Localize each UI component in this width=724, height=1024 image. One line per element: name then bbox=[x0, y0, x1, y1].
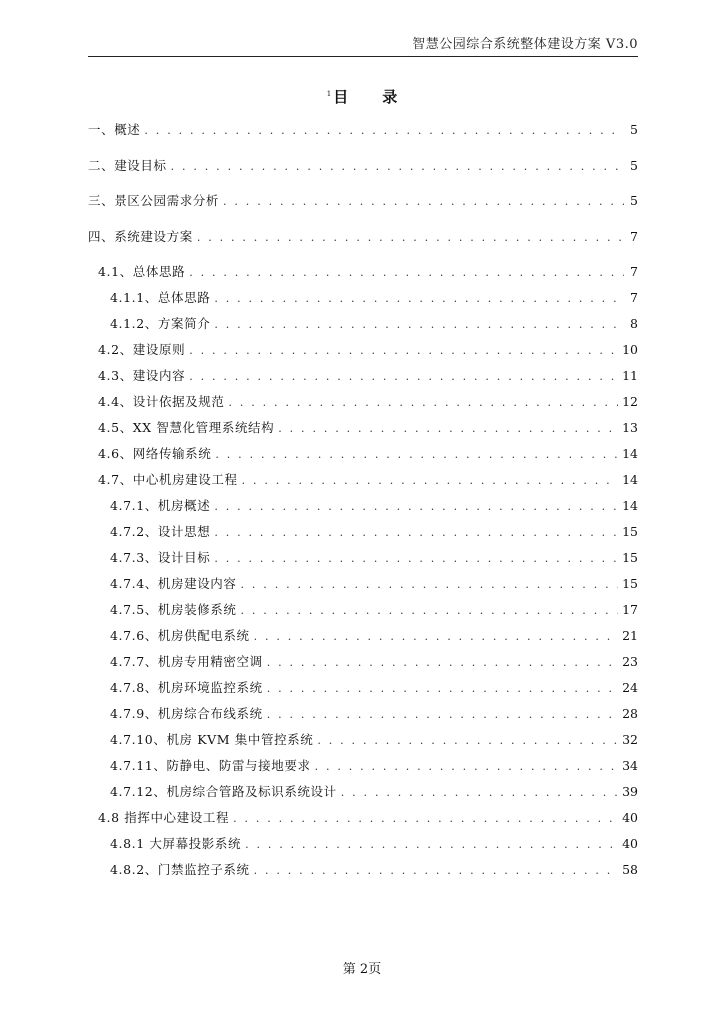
toc-page-number: 34 bbox=[622, 758, 638, 773]
toc-page-number: 40 bbox=[622, 836, 638, 851]
toc-entry-text: 4.7.4、机房建设内容 bbox=[110, 576, 237, 591]
toc-entry-text: 四、系统建设方案 bbox=[88, 228, 193, 244]
toc-entry[interactable] bbox=[88, 808, 638, 834]
toc-page-number: 14 bbox=[622, 498, 638, 513]
toc-dot-leader bbox=[278, 422, 618, 435]
toc-page-number: 28 bbox=[622, 706, 638, 721]
toc-dot-leader bbox=[215, 448, 618, 461]
toc-entry[interactable] bbox=[88, 782, 638, 808]
toc-entry[interactable] bbox=[88, 678, 638, 704]
toc-entry-text: 4.7.10、机房 KVM 集中管控系统 bbox=[110, 732, 314, 747]
toc-page-number: 32 bbox=[622, 732, 638, 747]
toc-entry-text: 4.1、总体思路 bbox=[98, 264, 186, 279]
toc-title-char-1: 目 bbox=[333, 88, 349, 106]
toc-dot-leader bbox=[223, 195, 624, 208]
toc-dot-leader bbox=[267, 682, 618, 695]
toc-dot-leader bbox=[241, 578, 619, 591]
toc-dot-leader bbox=[233, 812, 618, 825]
toc-entry[interactable] bbox=[88, 444, 638, 470]
toc-entry-text: 4.7.12、机房综合管路及标识系统设计 bbox=[110, 784, 337, 799]
toc-dot-leader bbox=[241, 604, 619, 617]
toc-page-number: 13 bbox=[622, 420, 638, 435]
toc-entry[interactable] bbox=[88, 392, 638, 418]
toc-dot-leader bbox=[214, 318, 624, 331]
page-footer bbox=[0, 958, 724, 977]
toc-entry[interactable] bbox=[88, 756, 638, 782]
toc-dot-leader bbox=[144, 124, 624, 137]
toc-entry-text: 4.7.7、机房专用精密空调 bbox=[110, 654, 263, 669]
toc-entry[interactable] bbox=[88, 418, 638, 444]
toc-dot-leader bbox=[254, 864, 618, 877]
toc-page-number: 15 bbox=[622, 576, 638, 591]
toc-entry[interactable] bbox=[88, 496, 638, 522]
toc-page-number: 40 bbox=[622, 810, 638, 825]
toc-page-number: 12 bbox=[622, 394, 638, 409]
toc-dot-leader bbox=[214, 500, 618, 513]
toc-entry-text: 4.5、XX 智慧化管理系统结构 bbox=[98, 420, 275, 435]
toc-page-number: 24 bbox=[622, 680, 638, 695]
toc-entry-text: 4.4、设计依据及规范 bbox=[98, 394, 225, 409]
toc-page-number: 14 bbox=[622, 446, 638, 461]
toc-page-number: 17 bbox=[622, 602, 638, 617]
toc-dot-leader bbox=[214, 292, 624, 305]
toc-entry[interactable] bbox=[88, 704, 638, 730]
toc-page-number: 15 bbox=[622, 550, 638, 565]
toc-dot-leader bbox=[214, 526, 618, 539]
toc-dot-leader bbox=[317, 734, 618, 747]
toc-entry[interactable] bbox=[88, 314, 638, 340]
toc-entry[interactable] bbox=[88, 120, 638, 156]
toc-page-number: 21 bbox=[622, 628, 638, 643]
toc-entry-text: 4.7.1、机房概述 bbox=[110, 498, 211, 513]
toc-entry-text: 一、概述 bbox=[88, 122, 141, 137]
page-header bbox=[88, 34, 638, 57]
toc-dot-leader bbox=[189, 266, 624, 279]
toc-entry-text: 4.3、建设内容 bbox=[98, 368, 186, 383]
toc-page-number: 14 bbox=[622, 472, 638, 487]
toc-entry-text: 三、景区公园需求分析 bbox=[88, 193, 220, 208]
toc-entry-text: 4.7.2、设计思想 bbox=[110, 524, 211, 539]
toc-entry[interactable] bbox=[88, 834, 638, 860]
toc-entry[interactable] bbox=[88, 191, 638, 227]
toc-entry-text: 4.7.3、设计目标 bbox=[110, 550, 211, 565]
toc-dot-leader bbox=[171, 160, 624, 173]
toc-page-number: 7 bbox=[630, 290, 638, 305]
toc-entry-text: 4.7.5、机房装修系统 bbox=[110, 602, 237, 617]
toc-entry-text: 4.7、中心机房建设工程 bbox=[98, 472, 238, 487]
toc-entry-text: 4.7.11、防静电、防雷与接地要求 bbox=[110, 758, 311, 773]
toc-entry[interactable] bbox=[88, 600, 638, 626]
toc-entry-text: 4.8.1 大屏幕投影系统 bbox=[110, 836, 242, 851]
toc-page-number: 7 bbox=[630, 228, 638, 244]
toc-title bbox=[0, 86, 724, 107]
toc-page-number: 5 bbox=[630, 122, 638, 137]
toc-page-number: 15 bbox=[622, 524, 638, 539]
toc-page-number: 5 bbox=[630, 157, 638, 173]
toc-page-number: 5 bbox=[630, 193, 638, 208]
toc-entry[interactable] bbox=[88, 340, 638, 366]
toc-page-number: 23 bbox=[622, 654, 638, 669]
toc-entry[interactable] bbox=[88, 652, 638, 678]
toc-dot-leader bbox=[267, 708, 618, 721]
toc-entry-text: 4.7.8、机房环境监控系统 bbox=[110, 680, 263, 695]
toc-entry-text: 4.7.9、机房综合布线系统 bbox=[110, 706, 263, 721]
toc-entry[interactable] bbox=[88, 288, 638, 314]
toc-page-number: 8 bbox=[630, 316, 638, 331]
toc-entry[interactable] bbox=[88, 156, 638, 192]
toc-dot-leader bbox=[315, 760, 619, 773]
toc-entry[interactable] bbox=[88, 227, 638, 263]
toc-entry-text: 4.8 指挥中心建设工程 bbox=[98, 810, 230, 825]
toc-entry[interactable] bbox=[88, 730, 638, 756]
toc-entry-text: 4.1.1、总体思路 bbox=[110, 290, 211, 305]
toc-entry-text: 二、建设目标 bbox=[88, 157, 167, 173]
toc-entry-text: 4.2、建设原则 bbox=[98, 342, 186, 357]
toc-dot-leader bbox=[245, 838, 618, 851]
toc-dot-leader bbox=[189, 344, 618, 357]
toc-page-number: 58 bbox=[622, 862, 638, 877]
toc-entry[interactable] bbox=[88, 262, 638, 288]
toc-entry[interactable] bbox=[88, 522, 638, 548]
toc-page-number: 10 bbox=[622, 342, 638, 357]
toc-page-number: 11 bbox=[622, 368, 638, 383]
toc-dot-leader bbox=[228, 396, 618, 409]
toc-entry[interactable] bbox=[88, 860, 638, 886]
page-number-label: 第 2页 bbox=[342, 962, 382, 977]
toc-dot-leader bbox=[189, 370, 618, 383]
toc-entry[interactable] bbox=[88, 626, 638, 652]
toc-dot-leader bbox=[341, 786, 618, 799]
footnote-marker: 1 bbox=[326, 90, 332, 98]
toc-dot-leader bbox=[197, 231, 624, 244]
toc-dot-leader bbox=[254, 630, 618, 643]
toc-page-number: 39 bbox=[622, 784, 638, 799]
toc-entry-text: 4.8.2、门禁监控子系统 bbox=[110, 862, 250, 877]
document-title: 智慧公园综合系统整体建设方案 V3.0 bbox=[412, 37, 638, 52]
toc-dot-leader bbox=[267, 656, 618, 669]
toc-entry-text: 4.7.6、机房供配电系统 bbox=[110, 628, 250, 643]
toc-entry[interactable] bbox=[88, 548, 638, 574]
toc-entry[interactable] bbox=[88, 574, 638, 600]
toc-dot-leader bbox=[242, 474, 619, 487]
table-of-contents bbox=[88, 120, 638, 886]
toc-dot-leader bbox=[214, 552, 618, 565]
toc-entry-text: 4.1.2、方案简介 bbox=[110, 316, 211, 331]
toc-entry[interactable] bbox=[88, 366, 638, 392]
toc-entry-text: 4.6、网络传输系统 bbox=[98, 446, 212, 461]
toc-page-number: 7 bbox=[630, 264, 638, 279]
toc-entry[interactable] bbox=[88, 470, 638, 496]
toc-title-char-2: 录 bbox=[382, 88, 398, 106]
